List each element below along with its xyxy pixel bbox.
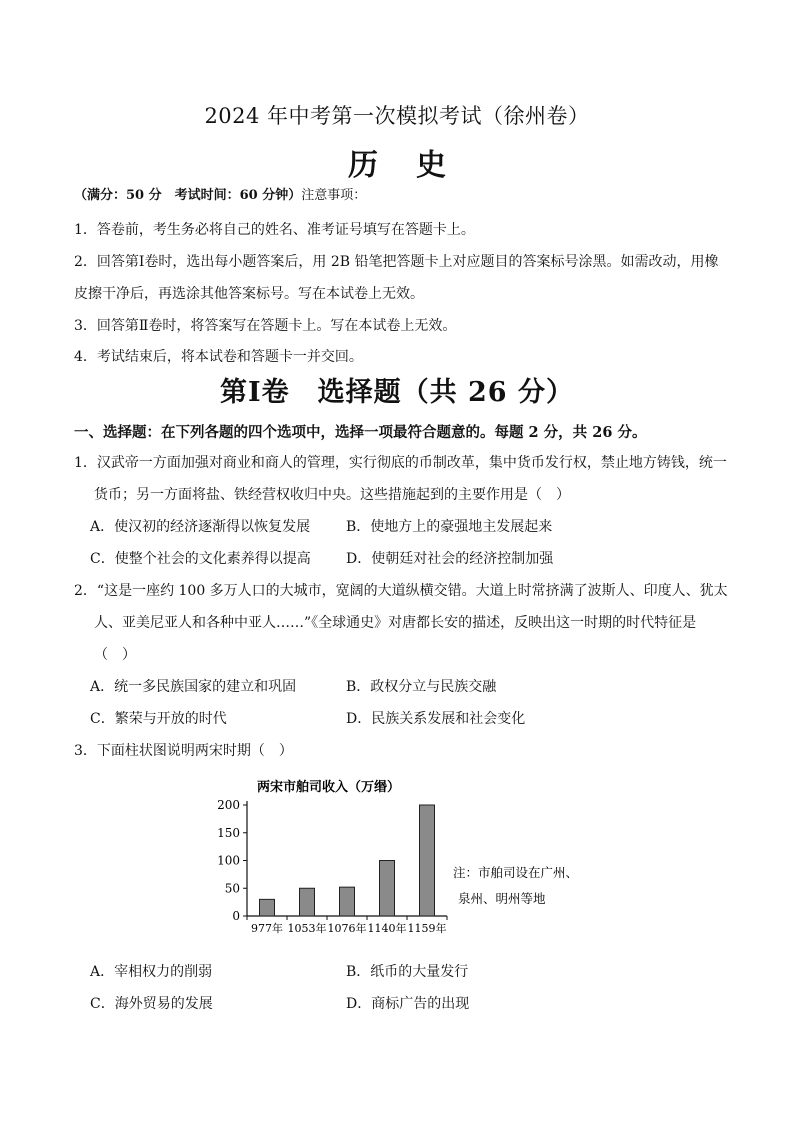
note-1: 1．答卷前，考生务必将自己的姓名、准考证号填写在答题卡上。 — [74, 222, 475, 238]
chart-canvas — [215, 770, 605, 940]
q3-option-c: C．海外贸易的发展 — [90, 996, 213, 1012]
q2-stem-line1: 2．“这是一座约 100 多万人口的大城市，宽阔的大道纵横交错。大道上时常挤满了波斯人、印度人、犹太 — [74, 583, 728, 599]
note-2-cont: 皮擦干净后，再选涂其他答案标号。写在本试卷上无效。 — [74, 286, 424, 302]
part-instructions: 一、选择题：在下列各题的四个选项中，选择一项最符合题意的。每题 2 分，共 26 分。 — [74, 424, 647, 441]
note-2: 2．回答第Ⅰ卷时，选出每小题答案后，用 2B 铅笔把答题卡上对应题目的答案标号涂黑。如需改动，用橡 — [74, 254, 719, 270]
y-tick-label: 0 — [232, 909, 240, 923]
y-tick-label: 200 — [217, 798, 240, 812]
q1-stem-line1: 1．汉武帝一方面加强对商业和商人的管理，实行彻底的币制改革，集中货币发行权，禁止地方铸钱，统一 — [74, 455, 727, 471]
q3-stem: 3．下面柱状图说明两宋时期（ ） — [74, 743, 293, 759]
note-3: 3．回答第Ⅱ卷时，将答案写在答题卡上。写在本试卷上无效。 — [74, 318, 457, 334]
q1-option-b: B．使地方上的豪强地主发展起来 — [346, 519, 553, 535]
bar — [420, 805, 435, 916]
exam-title: 2024 年中考第一次模拟考试（徐州卷） — [204, 104, 590, 128]
q1-stem-line2: 货币；另一方面将盐、铁经营权收归中央。这些措施起到的主要作用是（ ） — [94, 487, 570, 503]
score-time-info: （满分：50 分 考试时间：60 分钟） — [74, 188, 302, 203]
notice-label: 注意事项： — [301, 188, 367, 203]
exam-meta — [74, 184, 366, 203]
x-tick-label: 1140年 — [367, 922, 407, 935]
q2-option-b: B．政权分立与民族交融 — [346, 679, 497, 695]
chart-note-line1: 注：市舶司设在广州、 — [453, 865, 579, 880]
bar — [260, 899, 275, 916]
section-title: 第Ⅰ卷 选择题（共 26 分） — [219, 377, 574, 408]
q1-option-a: A．使汉初的经济逐渐得以恢复发展 — [90, 519, 311, 535]
q2-option-a: A．统一多民族国家的建立和巩固 — [90, 679, 297, 695]
q2-option-d: D．民族关系发展和社会变化 — [346, 711, 526, 727]
bar — [300, 888, 315, 916]
x-tick-label: 1053年 — [287, 922, 327, 935]
note-4: 4．考试结束后，将本试卷和答题卡一并交回。 — [74, 349, 363, 365]
subject-title: 历史 — [348, 148, 484, 183]
chart-note-line2: 泉州、明州等地 — [458, 891, 546, 906]
bar — [340, 887, 355, 916]
revenue-bar-chart — [215, 770, 605, 940]
q3-option-b: B．纸币的大量发行 — [346, 964, 469, 980]
q1-option-c: C．使整个社会的文化素养得以提高 — [90, 551, 311, 567]
q2-stem-line3: （ ） — [94, 647, 136, 663]
y-tick-label: 100 — [217, 853, 240, 868]
q2-option-c: C．繁荣与开放的时代 — [90, 711, 227, 727]
bar — [380, 861, 395, 917]
chart-title: 两宋市舶司收入（万缗） — [257, 780, 401, 795]
x-tick-label: 1076年 — [327, 922, 367, 935]
y-tick-label: 50 — [224, 881, 240, 896]
q1-option-d: D．使朝廷对社会的经济控制加强 — [346, 551, 554, 567]
q3-option-d: D．商标广告的出现 — [346, 996, 470, 1012]
q3-option-a: A．宰相权力的削弱 — [90, 964, 213, 980]
y-tick-label: 150 — [217, 825, 240, 840]
x-tick-label: 977年 — [251, 922, 283, 935]
x-tick-label: 1159年 — [407, 922, 447, 935]
q2-stem-line2: 人、亚美尼亚人和各种中亚人……”《全球通史》对唐都长安的描述，反映出这一时期的时代特征是 — [94, 615, 697, 631]
